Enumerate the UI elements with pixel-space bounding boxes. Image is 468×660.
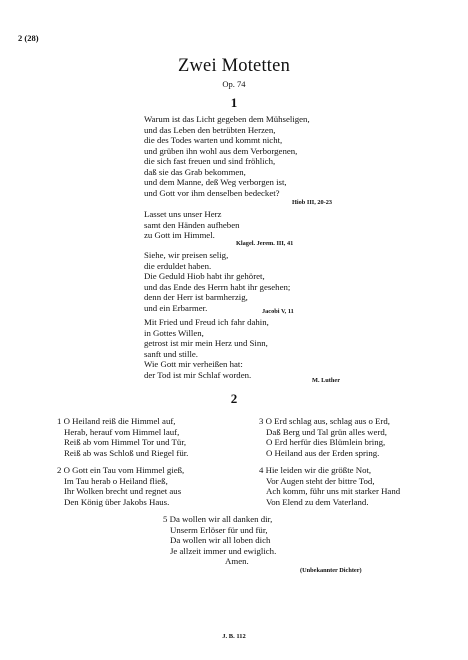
stanza-line: Von Elend zu dem Vaterland.	[266, 496, 369, 507]
text-line: und das Leben den betrübten Herzen,	[144, 124, 276, 135]
text-line: daß sie das Grab bekommen,	[144, 166, 246, 177]
source-citation-3: Jacobi V, 11	[262, 308, 294, 315]
text-line: Die Geduld Hiob habt ihr gehöret,	[144, 271, 265, 281]
stanza-line: Herab, herauf vom Himmel lauf,	[64, 426, 180, 437]
stanza-1	[57, 416, 188, 458]
stanza-line: Reiß ab was Schloß und Riegel für.	[64, 447, 189, 458]
text-line: und grüben ihn wohl aus dem Verborgenen,	[144, 145, 298, 156]
stanza-line: Je allzeit immer und ewiglich.	[170, 545, 277, 556]
source-citation-5: (Unbekannter Dichter)	[300, 567, 362, 574]
text-line: und Gott vor ihm denselben bedecket?	[144, 187, 280, 198]
text-line: der Tod ist mir Schlaf worden.	[144, 369, 252, 380]
text-line: und dem Manne, deß Weg verborgen ist,	[144, 177, 287, 187]
source-citation-4: M. Luther	[312, 377, 340, 384]
text-line: Lasset uns unser Herz	[144, 209, 222, 219]
stanza-line: 1 O Heiland reiß die Himmel auf,	[57, 416, 176, 426]
stanza-line: Da wollen wir all loben dich	[170, 535, 271, 546]
stanza-2	[57, 465, 184, 507]
stanza-line: O Erd herfür dies Blümlein bring,	[266, 437, 386, 448]
text-line: und ein Erbarmer.	[144, 302, 208, 313]
page-title: Zwei Motetten	[177, 56, 291, 76]
stanza-line: Unserm Erlöser für und für,	[170, 524, 268, 535]
opus-number: Op. 74	[222, 79, 246, 89]
stanza-line: Den König über Jakobs Haus.	[64, 496, 170, 507]
text-line: Mit Fried und Freud ich fahr dahin,	[144, 317, 269, 327]
text-block-4	[144, 317, 269, 380]
text-line: und das Ende des Herrn habt ihr gesehen;	[144, 281, 291, 292]
text-line: Wie Gott mir verheißen hat:	[144, 359, 243, 369]
text-line: Warum ist das Licht gegeben dem Mühseligen,	[144, 114, 310, 124]
stanza-line: Daß Berg und Tal grün alles werd,	[266, 426, 387, 437]
text-line: sanft und stille.	[144, 348, 198, 359]
text-line: getrost ist mir mein Herz und Sinn,	[144, 338, 268, 348]
text-line: zu Gott im Himmel.	[144, 230, 215, 240]
footer-plate-number: J. B. 112	[222, 633, 246, 640]
text-line: samt den Händen aufheben	[144, 219, 240, 230]
stanza-4	[259, 465, 400, 507]
text-line: in Gottes Willen,	[144, 327, 204, 338]
source-citation-1: Hiob III, 20-23	[292, 199, 333, 206]
stanza-line: 2 O Gott ein Tau vom Himmel gieß,	[57, 465, 185, 475]
stanza-line: 3 O Erd schlag aus, schlag aus o Erd,	[259, 416, 390, 426]
text-line: die des Todes warten und kommt nicht,	[144, 135, 283, 145]
text-block-1	[144, 114, 310, 198]
stanza-line: Im Tau herab o Heiland fließ,	[64, 475, 168, 486]
text-block-2	[144, 209, 240, 241]
text-line: Siehe, wir preisen selig,	[144, 250, 229, 260]
stanza-line: Ihr Wolken brecht und regnet aus	[64, 486, 182, 497]
section-number-1: 1	[230, 95, 238, 110]
stanza-line: 5 Da wollen wir all danken dir,	[163, 514, 273, 524]
stanza-line: Reiß ab vom Himmel Tor und Tür,	[64, 437, 187, 448]
stanza-line: Vor Augen steht der bittre Tod,	[266, 475, 375, 486]
stanza-line: Amen.	[225, 556, 249, 567]
source-citation-2: Klagel. Jerem. III, 41	[236, 240, 294, 247]
text-block-3	[144, 250, 290, 313]
stanza-3	[259, 416, 390, 458]
text-line: denn der Herr ist barmherzig,	[144, 292, 248, 302]
text-line: die sich fast freuen und sind fröhlich,	[144, 156, 276, 166]
section-number-2: 2	[230, 391, 238, 406]
stanza-line: Ach komm, führ uns mit starker Hand	[266, 486, 401, 497]
stanza-line: O Heiland aus der Erden spring.	[266, 447, 380, 458]
text-line: die erduldet haben.	[144, 260, 212, 271]
stanza-line: 4 Hie leiden wir die größte Not,	[259, 465, 372, 475]
stanza-5	[163, 514, 276, 567]
page-number: 2 (28)	[18, 33, 39, 43]
